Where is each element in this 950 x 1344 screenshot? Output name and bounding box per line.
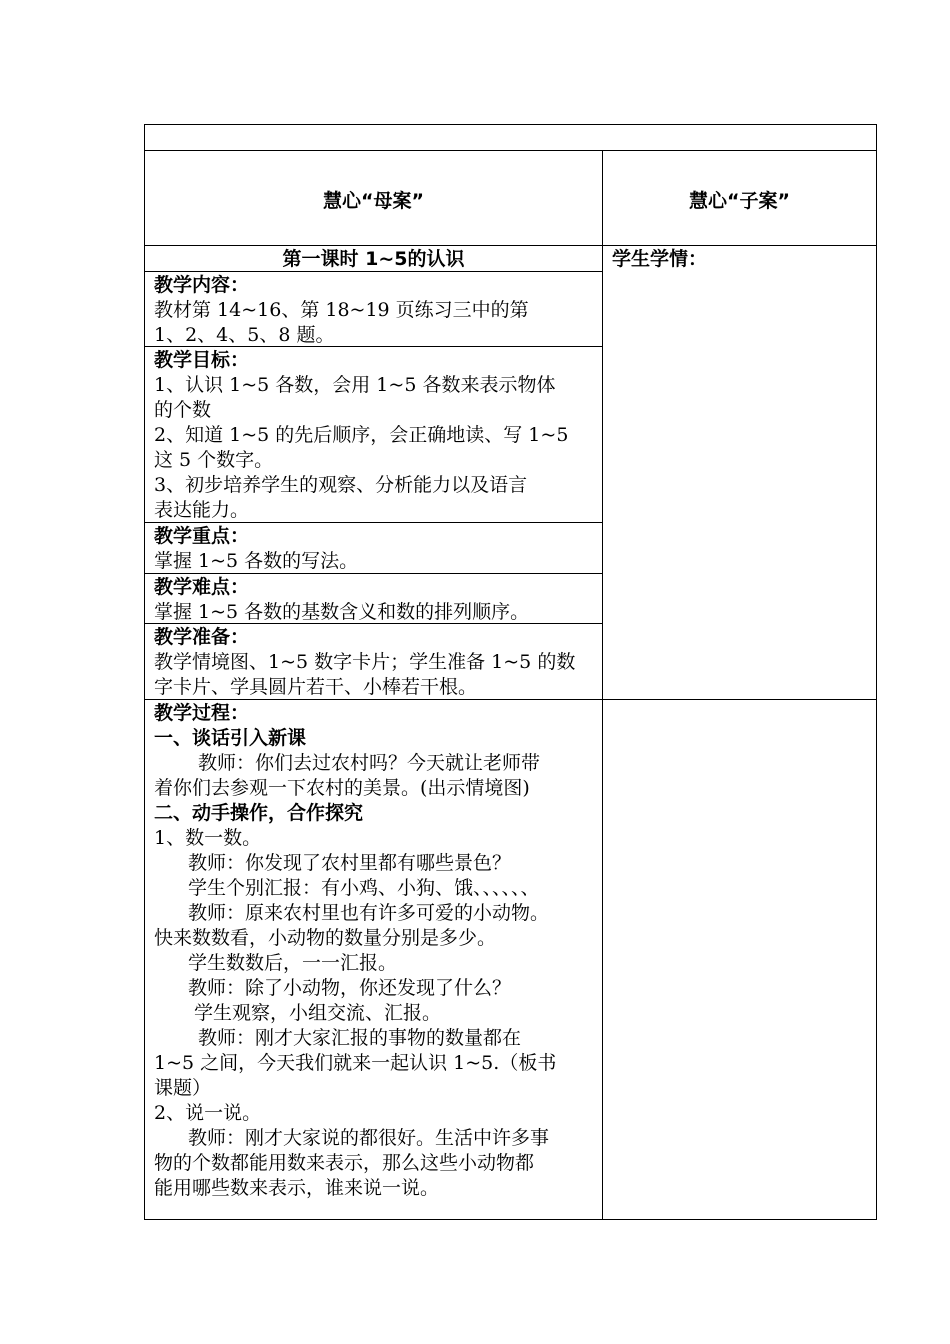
goals-cell: [154, 348, 568, 523]
process-section-2: 二、动手操作，合作探究: [154, 802, 364, 824]
process-line: 学生数数后，一一汇报。: [188, 952, 398, 974]
goals-line: 3、初步培养学生的观察、分析能力以及语言: [154, 474, 528, 496]
table-border-right: [876, 124, 877, 1220]
table-border-top: [144, 124, 877, 125]
process-line: 教师：你们去过农村吗？今天就让老师带: [198, 752, 541, 774]
table-border-left: [144, 124, 145, 1220]
difficulty-label: 教学难点：: [154, 576, 250, 598]
process-line: 学生个别汇报：有小鸡、小狗、饿、、、、、、: [188, 877, 540, 899]
key-cell: [154, 524, 358, 574]
content-line: 教材第 14~16、第 18~19 页练习三中的第: [154, 299, 529, 321]
prep-line: 字卡片、学具圆片若干、小棒若干根。: [154, 676, 478, 698]
process-line: 物的个数都能用数来表示，那么这些小动物都: [154, 1152, 535, 1174]
student-label: 学生学情：: [612, 248, 708, 270]
header-right: 慧心“子案”: [689, 190, 790, 212]
process-line: 教师：刚才大家说的都很好。生活中许多事: [188, 1127, 550, 1149]
process-line: 快来数数看，小动物的数量分别是多少。: [154, 927, 497, 949]
process-section-1: 一、谈话引入新课: [154, 727, 307, 749]
header-left: 慧心“母案”: [323, 190, 424, 212]
row-divider: [144, 245, 877, 246]
process-cell: [154, 701, 556, 1201]
goals-line: 2、知道 1~5 的先后顺序，会正确地读、写 1~5: [154, 424, 569, 446]
key-label: 教学重点：: [154, 525, 250, 547]
difficulty-cell: [154, 575, 529, 625]
prep-line: 教学情境图、1~5 数字卡片；学生准备 1~5 的数: [154, 651, 576, 673]
row-divider: [144, 150, 877, 151]
goals-label: 教学目标：: [154, 349, 250, 371]
process-line: 着你们去参观一下农村的美景。(出示情境图): [154, 777, 530, 799]
content-cell: [154, 273, 529, 348]
process-line: 教师：刚才大家汇报的事物的数量都在: [198, 1027, 522, 1049]
goals-line: 的个数: [154, 399, 212, 421]
process-line: 学生观察，小组交流、汇报。: [194, 1002, 442, 1024]
content-label: 教学内容：: [154, 274, 250, 296]
key-line: 掌握 1~5 各数的写法。: [154, 550, 359, 572]
process-line: 1~5 之间，今天我们就来一起认识 1~5.（板书: [154, 1052, 557, 1074]
goals-line: 这 5 个数字。: [154, 449, 274, 471]
process-line: 课题）: [154, 1077, 212, 1099]
table-border-bottom: [144, 1219, 877, 1220]
process-line: 1、数一数。: [154, 827, 262, 849]
content-line: 1、2、4、5、8 题。: [154, 324, 335, 346]
process-line: 教师：除了小动物，你还发现了什么？: [188, 977, 512, 999]
lesson-title: 第一课时 1~5的认识: [282, 248, 465, 270]
goals-line: 表达能力。: [154, 499, 250, 521]
process-line: 能用哪些数来表示，谁来说一说。: [154, 1177, 440, 1199]
prep-cell: [154, 625, 575, 700]
column-divider: [602, 150, 603, 1220]
difficulty-line: 掌握 1~5 各数的基数含义和数的排列顺序。: [154, 601, 530, 623]
process-line: 教师：原来农村里也有许多可爱的小动物。: [188, 902, 550, 924]
process-label: 教学过程：: [154, 702, 250, 724]
process-line: 2、说一说。: [154, 1102, 262, 1124]
process-line: 教师：你发现了农村里都有哪些景色？: [188, 852, 512, 874]
goals-line: 1、认识 1~5 各数，会用 1~5 各数来表示物体: [154, 374, 556, 396]
prep-label: 教学准备：: [154, 626, 250, 648]
